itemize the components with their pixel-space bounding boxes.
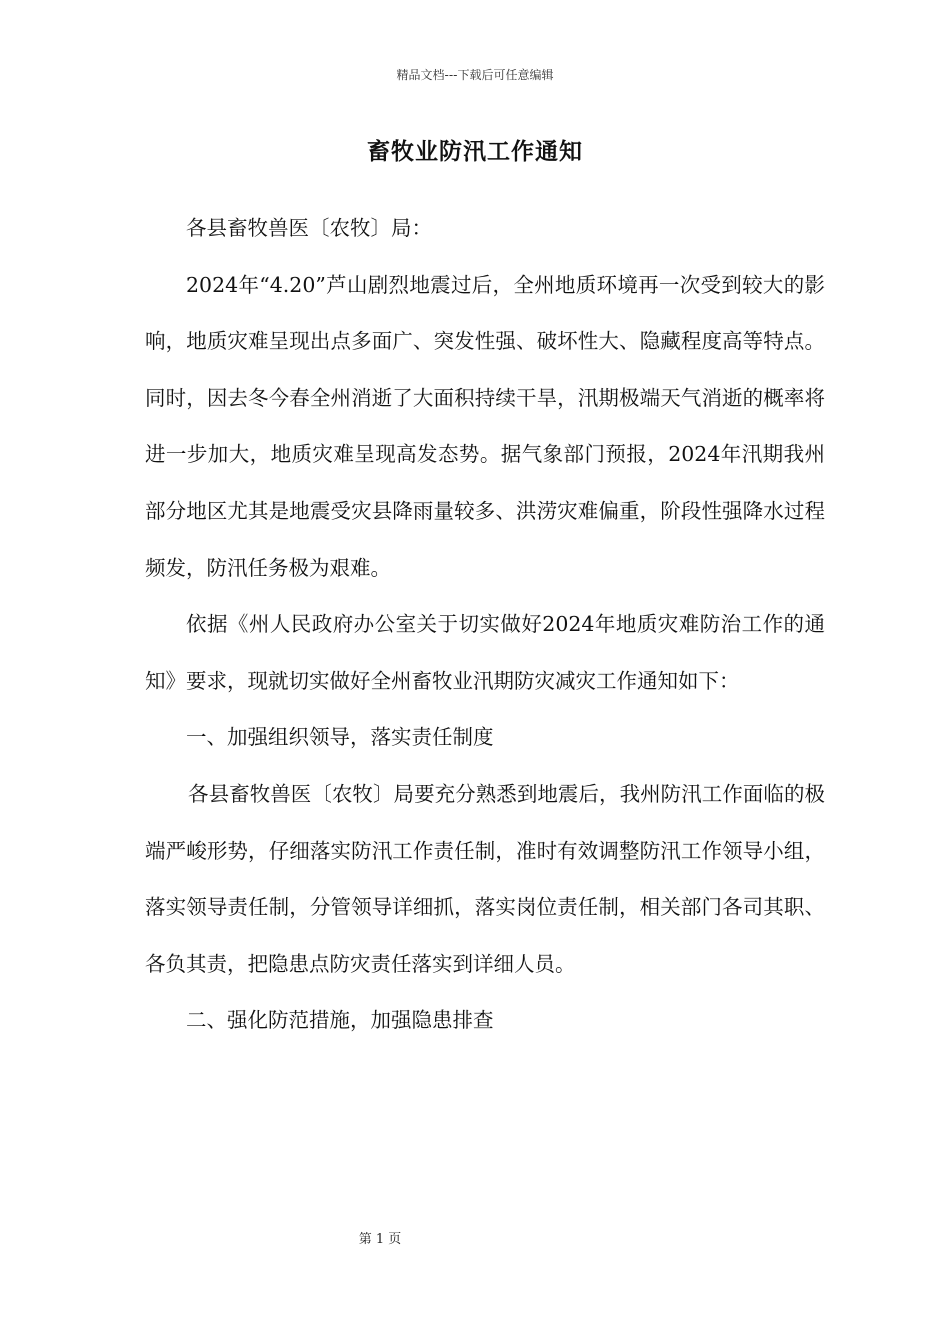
paragraph-background: 2024年“4.20”芦山剧烈地震过后，全州地质环境再一次受到较大的影响，地质灾难呈现出点多面广、突发性强、破坏性大、隐藏程度高等特点。同时，因去冬今春全州消逝了大面积持续干旱，汛期极端天气消逝的概率将进一步加大，地质灾难呈现高发态势。据气象部门预报，2024年汛期我州部分地区尤其是地震受灾县降雨量较多、洪涝灾难偏重，阶段性强降水过程频发，防汛任务极为艰难。 [145,272,825,580]
header-note: 精品文档---下载后可任意编辑 [396,68,554,82]
document-title: 畜牧业防汛工作通知 [367,138,583,165]
salutation: 各县畜牧兽医〔农牧〕局： [186,216,432,240]
section-1-heading: 一、加强组织领导，落实责任制度 [186,725,494,750]
document-body [145,200,825,1049]
section-1-body: 各县畜牧兽医〔农牧〕局要充分熟悉到地震后，我州防汛工作面临的极端严峻形势，仔细落实防汛工作责任制，准时有效调整防汛工作领导小组，落实领导责任制，分管领导详细抓，落实岗位责任制，相关部门各司其职、各负其责，把隐患点防灾责任落实到详细人员。 [145,781,825,976]
paragraph-basis: 依据《州人民政府办公室关于切实做好2024年地质灾难防治工作的通知》要求，现就切实做好全州畜牧业汛期防灾减灾工作通知如下： [145,612,825,693]
page-number: 第 1 页 [358,1232,402,1247]
section-2-heading: 二、强化防范措施，加强隐患排查 [186,1008,494,1033]
